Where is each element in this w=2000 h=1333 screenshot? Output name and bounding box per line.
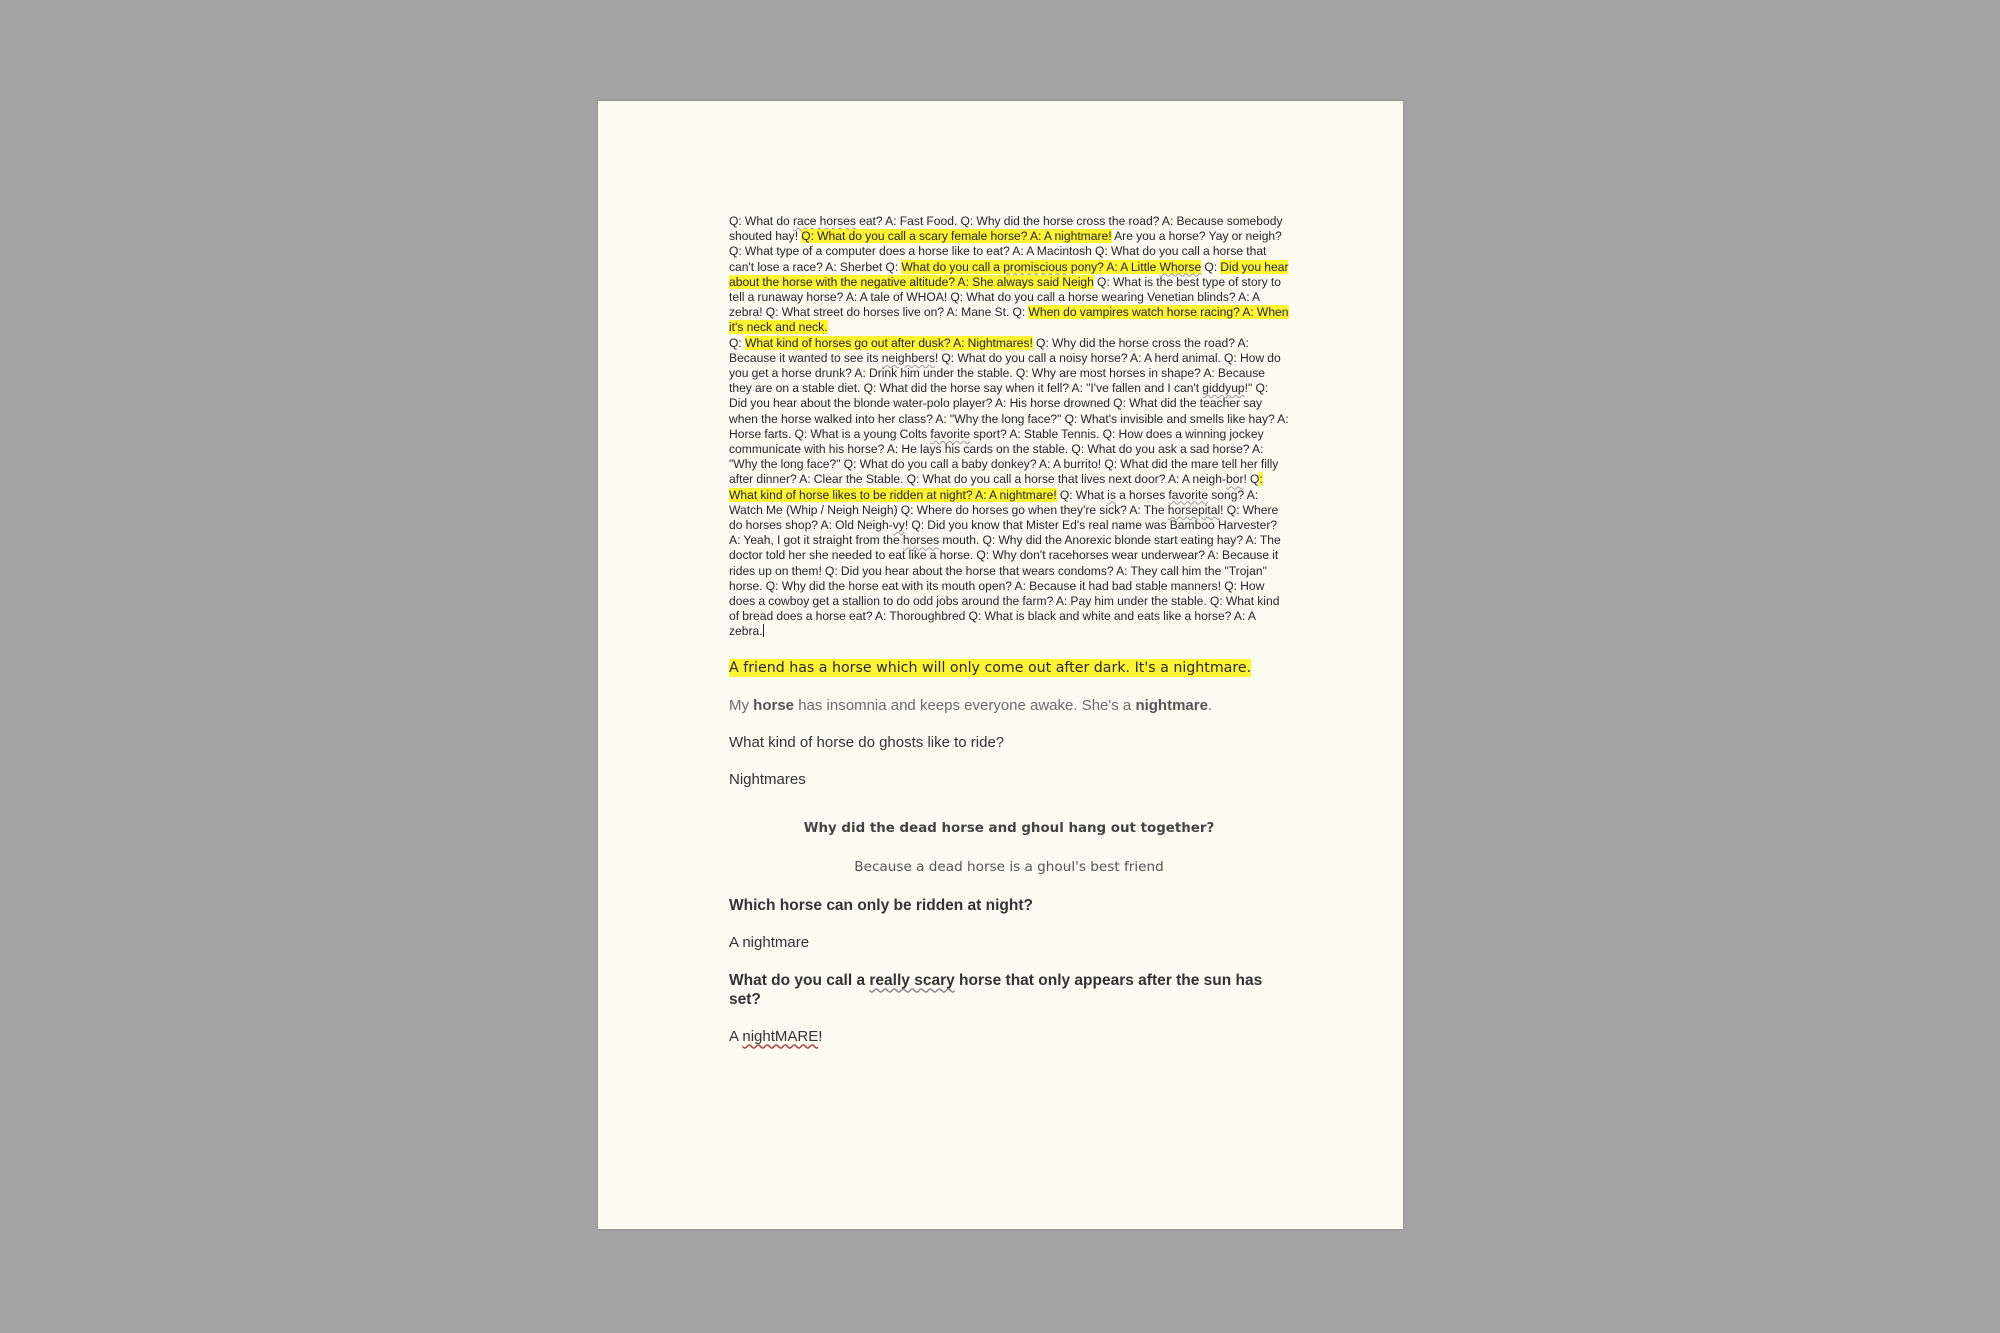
spelling-flag: favorite (1168, 487, 1209, 502)
document-content (729, 214, 1289, 1045)
night-answer: A nightmare (729, 933, 810, 951)
text-run: My (729, 696, 754, 714)
ghoul-question: Why did the dead horse and ghoul hang out together? (803, 820, 1215, 836)
spelling-flag: is (1107, 487, 1116, 502)
ghosts-question: What kind of horse do ghosts like to ride? (729, 733, 1005, 751)
highlighted-joke (901, 260, 1201, 274)
bold-word: nightmare (1135, 696, 1208, 714)
spelling-flag: race horses (792, 214, 856, 228)
text-run: ! (818, 1027, 823, 1045)
spelling-flag: neighbers (881, 350, 935, 365)
text-run: song? A: Watch Me (Whip / Neigh Neigh) Q: Where do horses go when they're sick? A: The (729, 487, 1259, 517)
friend-joke (729, 659, 1289, 677)
highlighted-joke: : What kind of horse likes to be ridden at night? A: A nightmare! (729, 472, 1263, 502)
text-run: a horses (1115, 487, 1169, 502)
ghosts-answer: Nightmares (729, 770, 806, 788)
ghoul-answer: Because a dead horse is a ghoul's best friend (854, 858, 1164, 875)
document-page (598, 101, 1403, 1229)
text-run: !" Q: Did you hear about the blonde water-polo player? A: His horse drowned Q: What did the teacher say when the horse walked into her class? A: "Why the long face?" Q: What's invisible and smells like hay? A: Horse farts. Q: What is a young Colts (729, 381, 1289, 441)
text-run: What do you call a (729, 971, 870, 989)
text-run: A (729, 1027, 743, 1045)
text-run: sport? A: Stable Tennis. Q: How does a winning jockey communicate with his horse? A: He lays his cards on the stable. Q: What do you ask a sad horse? A: "Why the long face?" Q: What do you call a baby donkey? A: A burrito! Q: What did the mare tell her filly after dinner? A: Clear the Stable. Q: What do you call a horse that lives next door? A: A neigh- (729, 426, 1279, 487)
highlighted-joke: Q: What do you call a scary female horse? A: A nightmare! (801, 229, 1112, 244)
text-run: mouth. Q: Why did the Anorexic blonde start eating hay? A: The doctor told her she needed to eat like a horse. Q: Why don't racehorses wear underwear? A: Because it rides up on them! Q: Did you hear about the horse that wears condoms? A: They call him the "Trojan" horse. Q: Why did the horse eat with its mouth open? A: Because it had bad stable manners! Q: How does a cowboy get a stallion to do odd jobs around the farm? A: Pay him under the stable. Q: What kind of bread does a horse eat? A: Thoroughbred Q: What is black and white and eats like a horse? A: A zebra. (729, 533, 1281, 639)
spelling-flag: horses (902, 533, 940, 548)
text-run: Are you a horse? Yay or neigh? Q: What type of a computer does a horse like to eat? A: A Macintosh Q: What do you call a horse that can't lose a race? A: Sherbet Q: (729, 229, 1282, 274)
text-cursor (763, 624, 764, 637)
spelling-flag: Whorse (1159, 259, 1202, 274)
text-run: Q: (1201, 259, 1221, 274)
jokes-paragraph (729, 214, 1289, 640)
text-run: Q: What do (729, 214, 793, 228)
text-run: Q: Why did the horse cross the road? A: Because it wanted to see its (729, 335, 1249, 365)
spelling-flag: bor (1226, 472, 1244, 487)
text-run: has insomnia and keeps everyone awake. She's a (794, 696, 1136, 714)
spelling-flag: promiscious (1003, 259, 1068, 274)
scary-answer (729, 1028, 1289, 1045)
spelling-flag: nightMARE (742, 1027, 819, 1045)
text-run: Q: (729, 335, 745, 350)
text-run: ! Q: Where do horses shop? A: Old Neigh- (729, 502, 1279, 533)
text-run: horse that only appears after the sun has set? (729, 971, 1263, 1008)
insomnia-joke (729, 697, 1289, 714)
bold-word: horse (753, 696, 795, 714)
text-run: Q: What is the best type of story to tell a runaway horse? A: A tale of WHOA! Q: What do you call a horse wearing Venetian blinds? A: A zebra! Q: What street do horses live on? A: Mane St. Q: (729, 274, 1281, 320)
spelling-flag: horsepital (1167, 502, 1221, 517)
text-run: Q: What (1056, 487, 1108, 502)
text-run: ! Q (1243, 472, 1260, 487)
spelling-flag: favorite (930, 426, 971, 441)
text-run: What do you call a (901, 259, 1004, 274)
highlighted-joke: A friend has a horse which will only come out after dark. It's a nightmare. (729, 659, 1252, 676)
highlighted-joke: When do vampires watch horse racing? A: When it's neck and neck. (729, 305, 1289, 335)
grammar-flag: really scary (869, 971, 955, 989)
highlighted-joke: Did you hear about the horse with the negative altitude? A: She always said Neigh (729, 259, 1289, 289)
scary-question (729, 971, 1289, 1009)
spelling-flag: giddyup (1202, 381, 1245, 396)
highlighted-joke: What kind of horses go out after dusk? A: Nightmares! (744, 335, 1033, 350)
text-run: ! Q: Did you know that Mister Ed's real name was Bamboo Harvester? A: Yeah, I got it straight from the (729, 518, 1278, 548)
text-run: . (1207, 696, 1213, 714)
spelling-flag: vy (892, 518, 905, 533)
text-run: ! Q: What do you call a noisy horse? A: A herd animal. Q: How do you get a horse drunk? A: Drink him under the stable. Q: Why are most horses in shape? A: Because they are on a stable diet. Q: What did the horse say when it fell? A: "I've fallen and I can't (729, 350, 1281, 396)
text-run: pony? A: A Little (1067, 259, 1160, 274)
night-question: Which horse can only be ridden at night? (729, 896, 1033, 914)
text-run: eat? A: Fast Food. Q: Why did the horse cross the road? A: Because somebody shouted hay! (729, 214, 1283, 244)
